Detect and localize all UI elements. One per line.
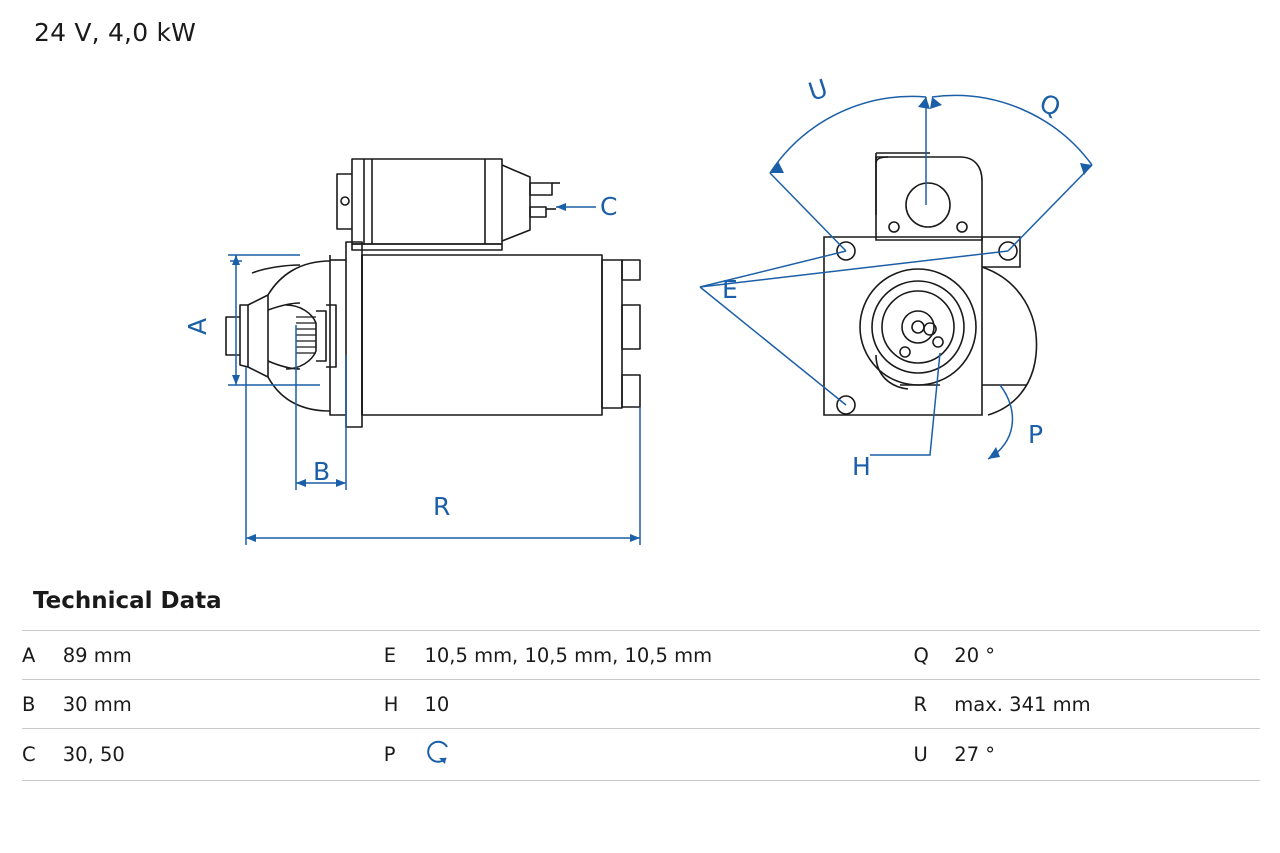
row-key-r: R bbox=[914, 680, 955, 729]
row-key-u: U bbox=[914, 729, 955, 781]
row-value-b: 30 mm bbox=[63, 680, 384, 729]
row-value-p bbox=[424, 729, 913, 781]
label-R: R bbox=[433, 492, 451, 521]
row-value-q: 20 ° bbox=[954, 631, 1260, 680]
label-Q: Q bbox=[1035, 88, 1065, 123]
page-title: 24 V, 4,0 kW bbox=[34, 18, 197, 47]
technical-data-table bbox=[22, 630, 1260, 781]
row-key-q: Q bbox=[914, 631, 955, 680]
row-value-e: 10,5 mm, 10,5 mm, 10,5 mm bbox=[424, 631, 913, 680]
label-P: P bbox=[1028, 420, 1044, 449]
front-view-outline bbox=[824, 153, 1037, 415]
table-row bbox=[22, 631, 1260, 680]
row-key-p: P bbox=[384, 729, 425, 781]
label-C: C bbox=[600, 192, 618, 221]
side-view-outline bbox=[226, 159, 640, 427]
row-value-r: max. 341 mm bbox=[954, 680, 1260, 729]
label-U: U bbox=[804, 73, 832, 107]
row-key-c: C bbox=[22, 729, 63, 781]
row-key-h: H bbox=[384, 680, 425, 729]
row-value-c: 30, 50 bbox=[63, 729, 384, 781]
row-value-a: 89 mm bbox=[63, 631, 384, 680]
label-B: B bbox=[313, 457, 331, 486]
label-H: H bbox=[852, 452, 871, 481]
front-view-leaders bbox=[700, 95, 1092, 459]
row-value-h: 10 bbox=[424, 680, 913, 729]
row-key-b: B bbox=[22, 680, 63, 729]
starter-motor-drawing bbox=[0, 55, 1280, 575]
row-value-u: 27 ° bbox=[954, 729, 1260, 781]
table-row bbox=[22, 729, 1260, 781]
rotation-direction-icon bbox=[424, 738, 454, 771]
row-key-e: E bbox=[384, 631, 425, 680]
row-key-a: A bbox=[22, 631, 63, 680]
label-E: E bbox=[722, 275, 738, 304]
technical-data-heading: Technical Data bbox=[33, 588, 222, 614]
label-A: A bbox=[183, 317, 212, 335]
table-row bbox=[22, 680, 1260, 729]
